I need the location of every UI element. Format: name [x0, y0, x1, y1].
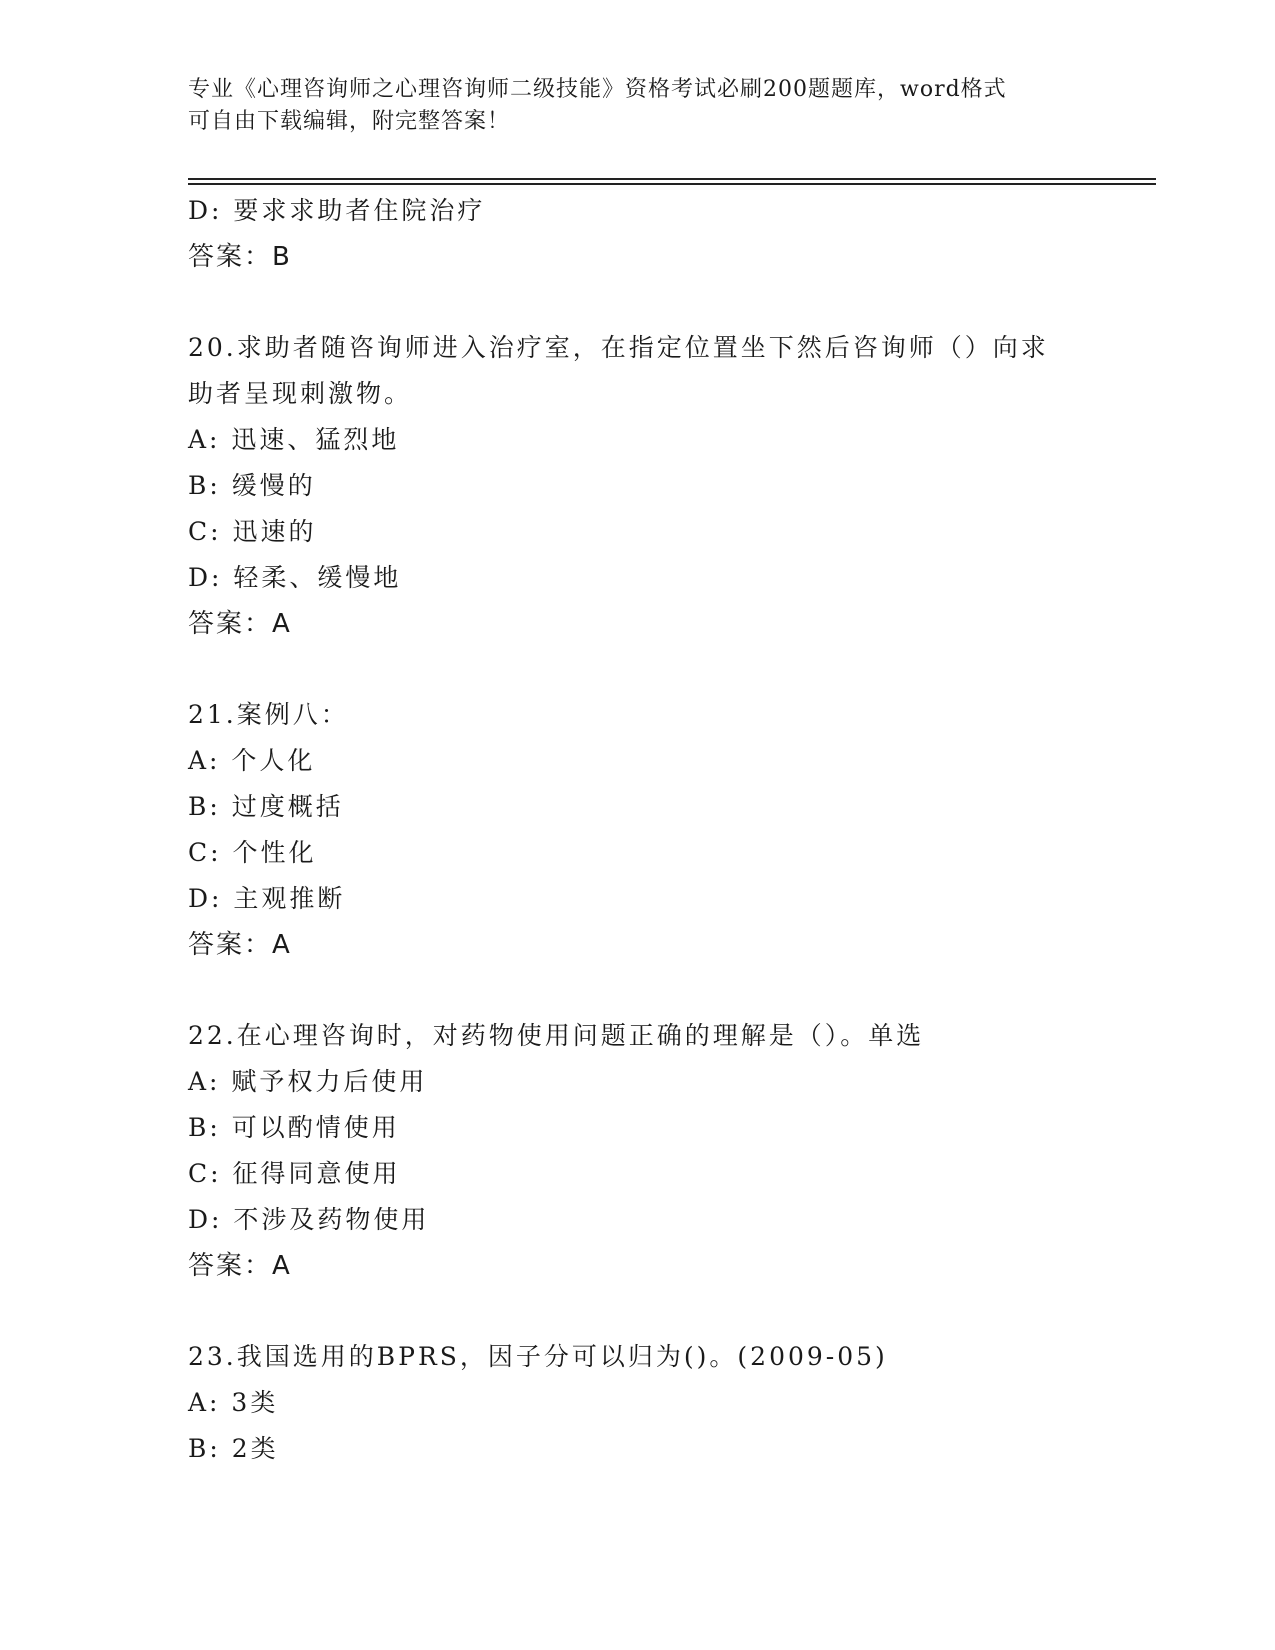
- question-text-line: 20.求助者随咨询师进入治疗室，在指定位置坐下然后咨询师（）向求: [188, 333, 1049, 362]
- option-b: B: 过度概括: [188, 792, 344, 821]
- question-text-line: 21.案例八：: [188, 700, 349, 729]
- spacer: [188, 647, 1088, 692]
- question-text-line: 助者呈现刺激物。: [188, 379, 413, 408]
- option-b: B: 可以酌情使用: [188, 1113, 400, 1142]
- header-rule-bottom: [188, 183, 1156, 185]
- answer-line: 答案：A: [188, 609, 292, 639]
- option-b: B: 2类: [188, 1434, 279, 1463]
- option-b: B: 缓慢的: [188, 471, 316, 500]
- answer-line: 答案：A: [188, 930, 292, 960]
- option-c: C: 征得同意使用: [188, 1159, 401, 1188]
- option-a: A: 个人化: [188, 746, 316, 775]
- option-d: D: 要求求助者住院治疗: [188, 196, 486, 225]
- spacer: [188, 968, 1088, 1013]
- question-22: [188, 1013, 1088, 1289]
- header-line-1: 专业《心理咨询师之心理咨询师二级技能》资格考试必刷200题题库，word格式: [188, 77, 1007, 102]
- option-a: A: 3类: [188, 1388, 279, 1417]
- question-20: [188, 325, 1088, 647]
- option-d: D: 不涉及药物使用: [188, 1205, 430, 1234]
- question-text-line: 23.我国选用的BPRS，因子分可以归为()。(2009-05): [188, 1342, 888, 1371]
- option-c: C: 迅速的: [188, 517, 317, 546]
- header-line-2: 可自由下载编辑，附完整答案！: [188, 109, 511, 134]
- document-header: [188, 74, 1088, 138]
- option-a: A: 赋予权力后使用: [188, 1067, 428, 1096]
- answer-line: 答案：B: [188, 242, 292, 272]
- option-d: D: 轻柔、缓慢地: [188, 563, 402, 592]
- question-list: [188, 188, 1088, 1472]
- option-c: C: 个性化: [188, 838, 317, 867]
- header-rule-top: [188, 178, 1156, 180]
- question-text-line: 22.在心理咨询时，对药物使用问题正确的理解是（）。单选: [188, 1021, 925, 1050]
- question-23: [188, 1334, 1088, 1472]
- question-19-tail: [188, 188, 1088, 280]
- question-21: [188, 692, 1088, 968]
- spacer: [188, 1289, 1088, 1334]
- option-d: D: 主观推断: [188, 884, 346, 913]
- option-a: A: 迅速、猛烈地: [188, 425, 400, 454]
- answer-line: 答案：A: [188, 1251, 292, 1281]
- spacer: [188, 280, 1088, 325]
